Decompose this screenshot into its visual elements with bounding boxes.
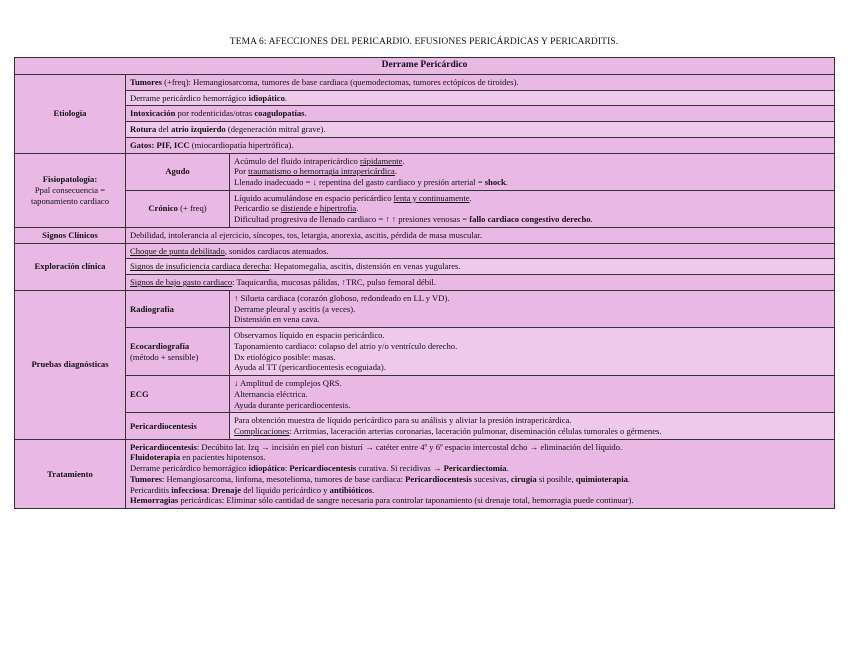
table-row bbox=[15, 259, 835, 275]
eco-content: Observamos líquido en espacio pericárdico. Taponamiento cardiaco: colapso del atrio y/o ventrículo derecho. Dx etiológico posible: masas. Ayuda al TT (pericardiocentesis ecoguiada). bbox=[230, 328, 835, 376]
radiografia-content: ↑ Silueta cardiaca (corazón globoso, redondeado en LL y VD). Derrame pleural y ascitis (a veces). Distensión en vena cava. bbox=[230, 290, 835, 327]
table-row bbox=[15, 439, 835, 508]
pruebas-label: Pruebas diagnósticas bbox=[15, 290, 126, 439]
tratamiento-label: Tratamiento bbox=[15, 439, 126, 508]
etiologia-row-rotura: Rotura del atrio izquierdo (degeneración mitral grave). bbox=[126, 122, 835, 138]
table-row bbox=[15, 275, 835, 291]
exploracion-label: Exploración clínica bbox=[15, 243, 126, 290]
exploracion-row-2: Signos de insuficiencia cardiaca derecha: Hepatomegalia, ascitis, distensión en venas yugulares. bbox=[126, 259, 835, 275]
pericardiocentesis-content: Para obtención muestra de líquido pericárdico para su análisis y aliviar la presión intrapericárdica. Complicaciones: Arritmias, laceración arterias coronarias, laceración pulmonar, diseminación células tumorales o gérmenes. bbox=[230, 413, 835, 439]
arrow-up-icon: ↑ bbox=[341, 277, 346, 288]
eco-label: Ecocardiografía (método + sensible) bbox=[126, 328, 230, 376]
arrow-down-icon: ↓ bbox=[312, 177, 317, 188]
page-title: TEMA 6: AFECCIONES DEL PERICARDIO. EFUSIONES PERICÁRDICAS Y PERICARDITIS. bbox=[229, 37, 619, 47]
table-row bbox=[15, 413, 835, 439]
table-header: Derrame Pericárdico bbox=[15, 58, 835, 75]
pericardiocentesis-label: Pericardiocentesis bbox=[126, 413, 230, 439]
etiologia-label: Etiología bbox=[15, 74, 126, 153]
table-row bbox=[15, 122, 835, 138]
signos-label: Signos Clínicos bbox=[15, 227, 126, 243]
table-row bbox=[15, 137, 835, 153]
table-row bbox=[15, 290, 835, 327]
etiologia-row-intoxicacion: Intoxicación por rodenticidas/otras coagulopatías. bbox=[126, 106, 835, 122]
arrow-down-icon: ↓ bbox=[234, 378, 239, 389]
table-row bbox=[15, 376, 835, 413]
ecg-label: ECG bbox=[126, 376, 230, 413]
signos-content: Debilidad, intolerancia al ejercicio, síncopes, tos, letargia, anorexia, ascitis, pérdida de masa muscular. bbox=[126, 227, 835, 243]
table-row bbox=[15, 328, 835, 376]
table-row bbox=[15, 190, 835, 227]
arrow-up-icon: ↑ ↑ bbox=[385, 214, 397, 225]
ecg-content: ↓ Amplitud de complejos QRS. Alternancia eléctrica. Ayuda durante pericardiocentesis. bbox=[230, 376, 835, 413]
cronico-label: Crónico (+ freq) bbox=[126, 190, 230, 227]
fisiopatologia-label: Fisiopatología: Ppal consecuencia = taponamiento cardiaco bbox=[15, 153, 126, 227]
table-row bbox=[15, 153, 835, 190]
etiologia-row-gatos: Gatos: PIF, ICC (miocardiopatía hipertrófica). bbox=[126, 137, 835, 153]
table-row bbox=[15, 90, 835, 106]
table-row bbox=[15, 106, 835, 122]
agudo-label: Agudo bbox=[126, 153, 230, 190]
etiologia-row-tumores: Tumores (+freq): Hemangiosarcoma, tumores de base cardiaca (quemodectomas, tumores ectópicos de tiroides). bbox=[126, 74, 835, 90]
cronico-content: Líquido acumulándose en espacio pericárdico lenta y continuamente. Pericardio se distiende e hipertrofia. Dificultad progresiva de llenado cardiaco = ↑ ↑ presiones venosas = fallo cardiaco congestivo derecho. bbox=[230, 190, 835, 227]
arrow-up-icon: ↑ bbox=[234, 292, 239, 303]
table-row bbox=[15, 74, 835, 90]
radiografia-label: Radiografía bbox=[126, 290, 230, 327]
table-row bbox=[15, 227, 835, 243]
exploracion-row-1: Choque de punta debilitado, sonidos cardiacos atenuados. bbox=[126, 243, 835, 259]
exploracion-row-3: Signos de bajo gasto cardiaco: Taquicardia, mucosas pálidas, ↑TRC, pulso femoral débil. bbox=[126, 275, 835, 291]
tratamiento-content: Pericardiocentesis: Decúbito lat. Izq → incisión en piel con bisturí → catéter entre 4º y 6º espacio intercostal dcho → eliminación del líquido. Fluidoterapia en pacientes hipotensos. Derrame pericárdico hemorrágico idiopático: Pericardiocentesis curativa. Si recidivas → Pericardiectomía. Tumores: Hemangiosarcoma, linfoma, mesotelioma, tumores de base cardiaca: Pericardiocentesis sucesivas, cirugía si posible, quimioterapia. Pericarditis infecciosa: Drenaje del líquido pericárdico y antibióticos. Hemorragias pericárdicas: Eliminar sólo cantidad de sangre necesaria para controlar taponamiento (si drenaje total, hemorragia puede continuar). bbox=[126, 439, 835, 508]
table-row bbox=[15, 243, 835, 259]
etiologia-row-idiopatico: Derrame pericárdico hemorrágico idiopático. bbox=[126, 90, 835, 106]
agudo-content: Acúmulo del fluido intrapericárdico rápidamente. Por traumatismo o hemorragia intrapericárdica. Llenado inadecuado = ↓ repentina del gasto cardiaco y presión arterial = shock. bbox=[230, 153, 835, 190]
derrame-pericardico-table bbox=[14, 57, 835, 509]
